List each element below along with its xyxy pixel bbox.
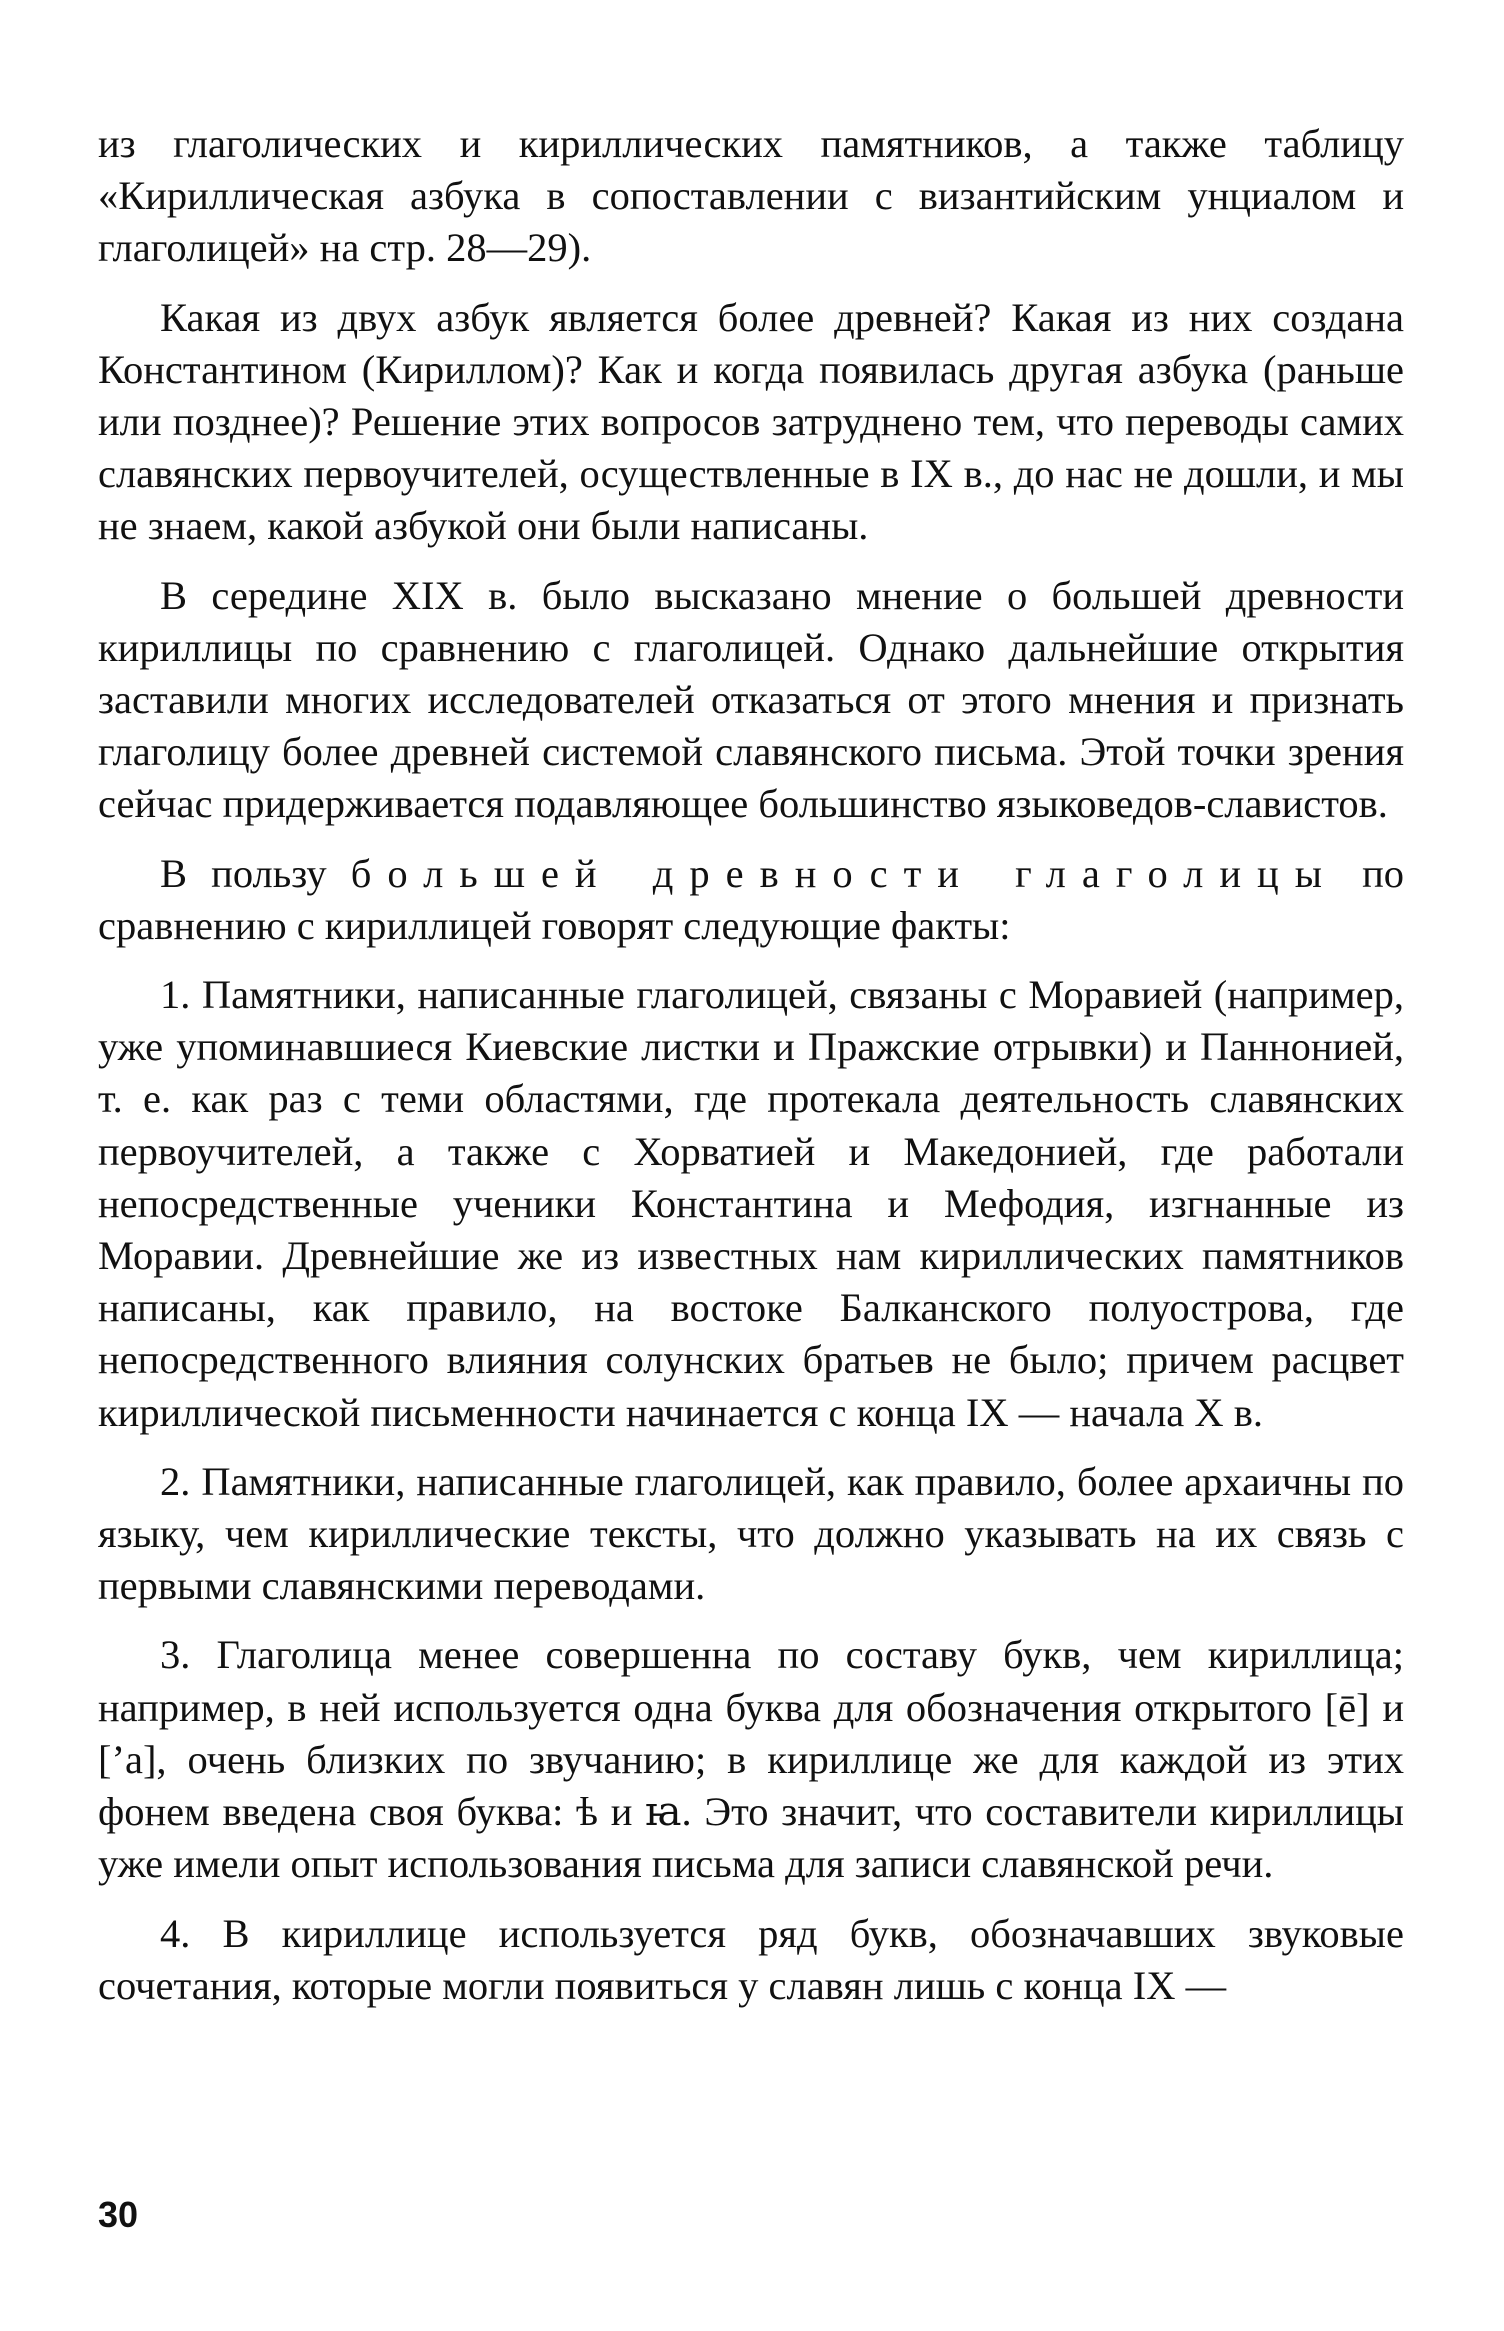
intro-after: по сравнению с кириллицей говорят следующие факты: bbox=[98, 850, 1405, 948]
question-paragraph: Какая из двух азбук является более древней? Какая из них создана Константином (Кириллом)? Как и когда появилась другая азбука (раньше или позднее)? Решение этих вопросов затруднено тем, что переводы самих славянских первоучителей, осуществленные в IX в., до нас не дошли, и мы не знаем, какой азбукой они были написаны. bbox=[98, 294, 1404, 549]
fact-3: 3. Глаголица менее совершенна по составу букв, чем кириллица; например, в ней используется одна буква для обозначения открытого [ē] и [’а], очень близких по звучанию; в кириллице же для каждой из этих фонем введена своя буква: ѣ и ꙗ. Это значит, что составители кириллицы уже имели опыт использования письма для записи славянской речи. bbox=[98, 1632, 1404, 1887]
fact-4: 4. В кириллице используется ряд букв, обозначавших звуковые сочетания, которые могли появиться у славян лишь с конца IX — bbox=[98, 1910, 1404, 2008]
facts-intro-paragraph bbox=[98, 848, 1404, 952]
intro-spaced-emphasis: большей древности глаголицы bbox=[350, 850, 1338, 896]
history-paragraph: В середине XIX в. было высказано мнение о большей древности кириллицы по сравнению с глаголицей. Однако дальнейшие открытия заставили многих исследователей отказаться от этого мнения и признать глаголицу более древней системой славянского письма. Этой точки зрения сейчас придерживается подавляющее большинство языковедов-славистов. bbox=[98, 572, 1404, 827]
continuation-paragraph: из глаголических и кириллических памятников, а также таблицу «Кириллическая азбука в сопоставлении с византийским унциалом и глаголицей» на стр. 28—29). bbox=[98, 121, 1404, 271]
fact-1: 1. Памятники, написанные глаголицей, связаны с Моравией (например, уже упоминавшиеся Киевские листки и Пражские отрывки) и Паннонией, т. е. как раз с теми областями, где протекала деятельность славянских первоучителей, а также с Хорватией и Македонией, где работали непосредственные ученики Константина и Мефодия, изгнанные из Моравии. Древнейшие же из известных нам кириллических памятников написаны, как правило, на востоке Балканского полуострова, где непосредственного влияния солунских братьев не было; причем расцвет кириллической письменности начинается с конца IX — начала X в. bbox=[98, 972, 1404, 1435]
page-number: 30 bbox=[98, 2194, 139, 2235]
fact-2: 2. Памятники, написанные глаголицей, как правило, более архаичны по языку, чем кириллические тексты, что должно указывать на их связь с первыми славянскими переводами. bbox=[98, 1458, 1404, 1609]
intro-before: В пользу bbox=[160, 850, 327, 896]
page-text bbox=[98, 118, 1404, 2029]
